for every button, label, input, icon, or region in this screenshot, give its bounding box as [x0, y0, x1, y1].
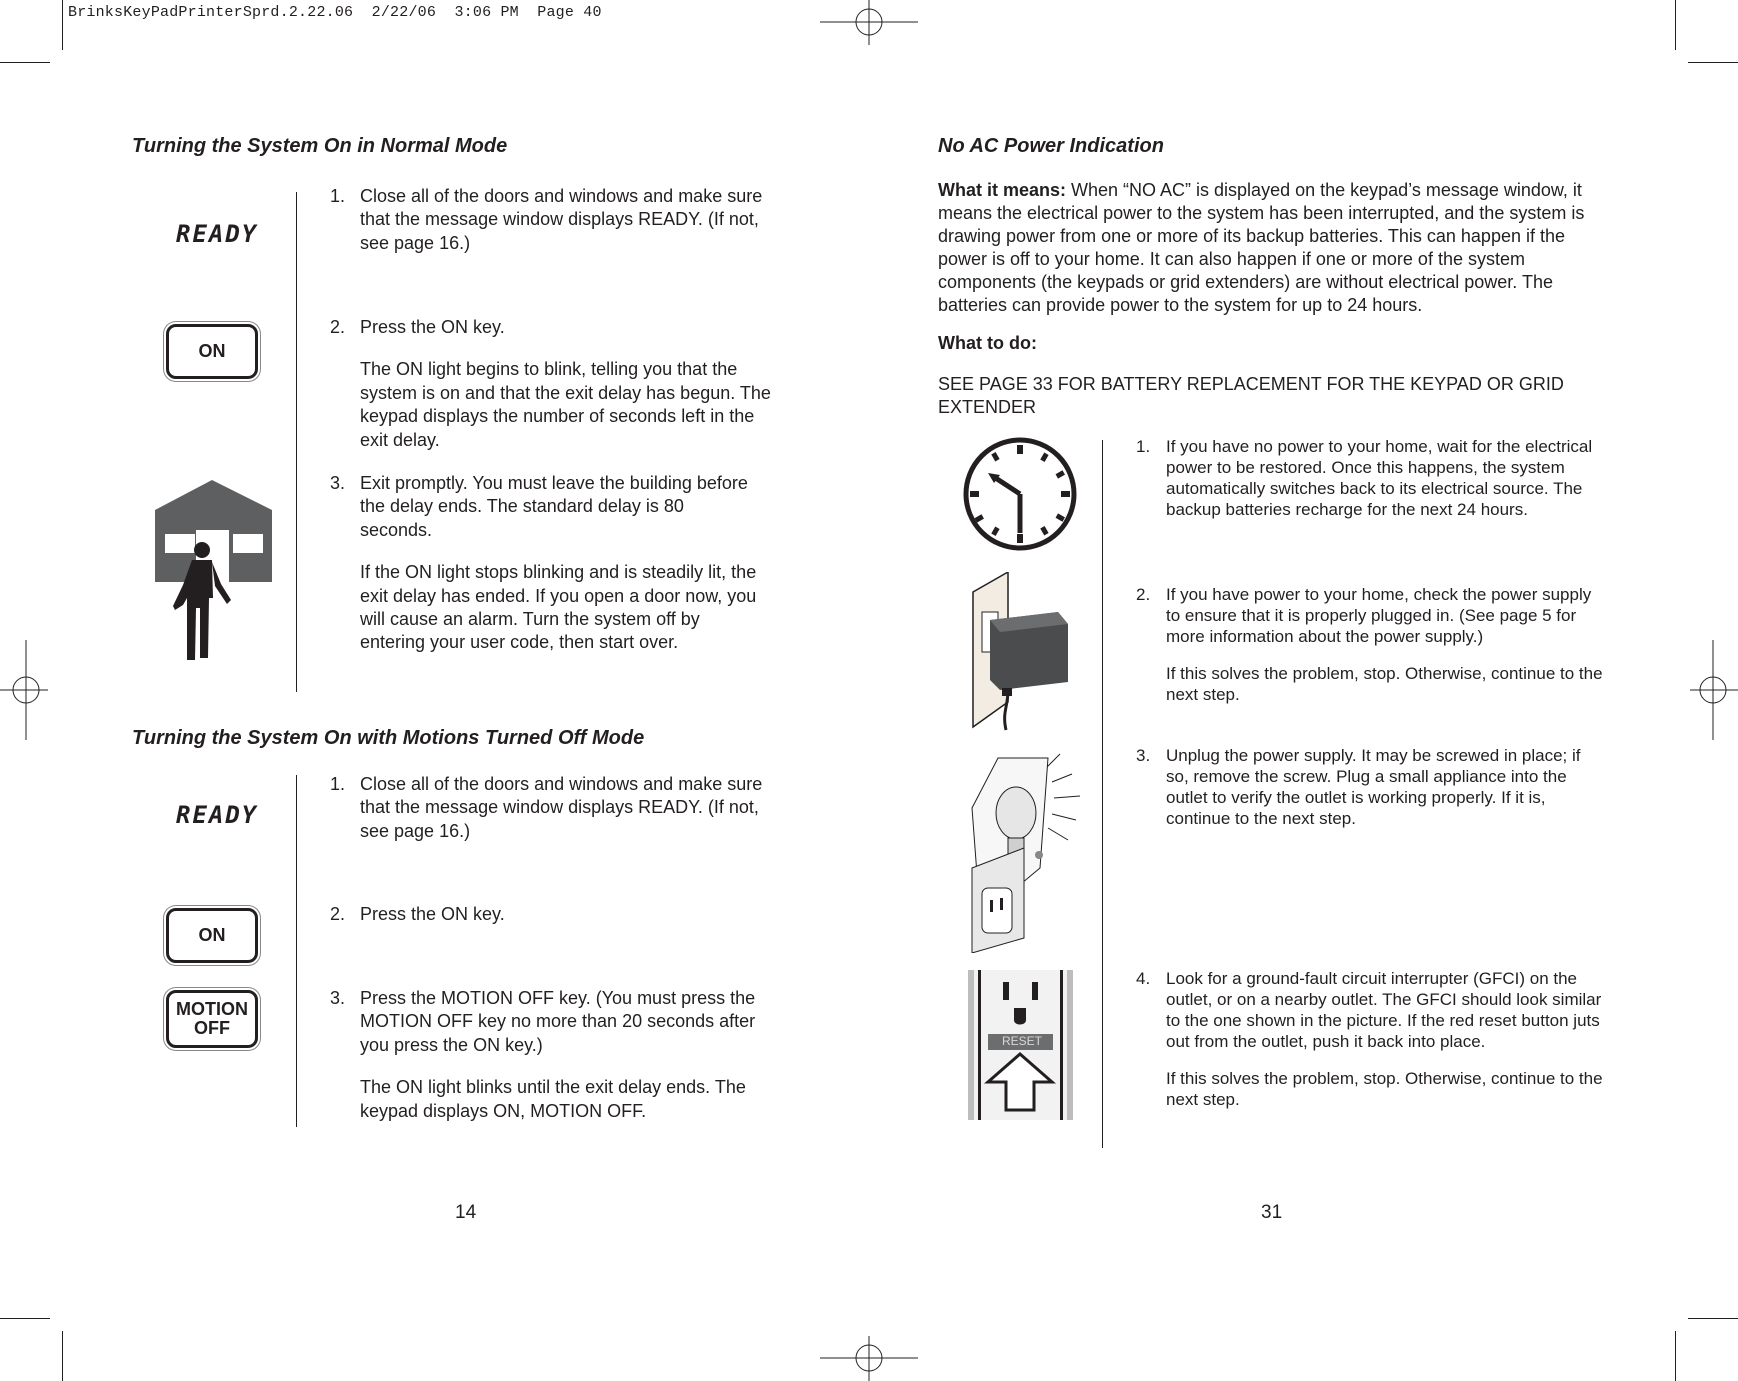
what-it-means-text: When “NO AC” is displayed on the keypad’s message window, it means the electrical power to the system has been interrupted, and the system is drawing power from one or more of its backup batteries. This can happen if the power is off to your home. It can also happen if one or more of the system components (the keypads or grid extenders) are without electrical power. The batteries can provide power to the system for up to 24 hours. — [938, 180, 1585, 315]
motion-key-line-2: OFF — [194, 1018, 230, 1038]
motion-step-1 — [330, 773, 780, 862]
page-number-left: 14 — [455, 1202, 477, 1223]
on-key-icon: ON — [166, 908, 258, 963]
step-number: 2. — [330, 904, 346, 924]
step-text: If you have power to your home, check the power supply to ensure that it is properly plugged in. (See page 5 for more information about the power supply.) — [1166, 585, 1592, 646]
normal-step-1 — [330, 185, 780, 274]
ready-display: READY — [176, 220, 259, 248]
step-number: 3. — [330, 988, 346, 1008]
battery-note: SEE PAGE 33 FOR BATTERY REPLACEMENT FOR THE KEYPAD OR GRID EXTENDER — [938, 374, 1564, 417]
step-text: Press the ON key. — [360, 317, 505, 337]
step-text: Unplug the power supply. It may be screwed in place; if so, remove the screw. Plug a small appliance into the outlet to verify the outlet is working properly. If it is, continue to the next step. — [1166, 746, 1581, 828]
what-it-means-label: What it means: — [938, 180, 1067, 200]
step-text: Press the ON key. — [360, 904, 505, 924]
step-text: If the ON light stops blinking and is steadily lit, the exit delay has ended. If you open a door now, you will cause an alarm. Turn the system off by entering your user code, then start over. — [360, 562, 757, 653]
what-to-do-label: What to do: — [938, 333, 1037, 353]
step-text: The ON light blinks until the exit delay ends. The keypad displays ON, MOTION OFF. — [360, 1077, 746, 1121]
step-text: If you have no power to your home, wait for the electrical power to be restored. Once this happens, the system automatically switches back to its electrical source. The backup batteries recharge for the next 24 hours. — [1166, 437, 1593, 519]
house-exit-icon — [155, 480, 275, 665]
step-text: Exit promptly. You must leave the building before the delay ends. The standard delay is 80 seconds. — [360, 473, 748, 540]
divider-line — [1102, 440, 1103, 1148]
step-text: If this solves the problem, stop. Otherwise, continue to the next step. — [1166, 664, 1603, 704]
ready-display: READY — [176, 801, 259, 829]
motion-step-2 — [330, 903, 780, 945]
motion-off-key-icon — [166, 990, 258, 1048]
ac-step-4 — [1136, 968, 1606, 1126]
normal-mode-heading: Turning the System On in Normal Mode — [132, 135, 508, 157]
lamp-outlet-icon — [968, 748, 1088, 953]
step-number: 4. — [1136, 969, 1151, 988]
ac-step-1 — [1136, 436, 1606, 536]
step-number: 2. — [1136, 585, 1151, 604]
step-text: Look for a ground-fault circuit interrupter (GFCI) on the outlet, or on a nearby outlet. The GFCI should look similar to the one shown in the picture. If the red reset button juts out from the outlet, push it back into place. — [1166, 969, 1602, 1051]
what-it-means-paragraph — [938, 179, 1608, 317]
ac-step-3 — [1136, 745, 1596, 845]
step-number: 1. — [330, 186, 346, 206]
step-number: 3. — [1136, 746, 1151, 765]
normal-step-3 — [330, 472, 760, 674]
step-number: 3. — [330, 473, 346, 493]
step-number: 1. — [1136, 437, 1151, 456]
step-text: Close all of the doors and windows and make sure that the message window displays READY. (If not, see page 16.) — [360, 774, 763, 841]
printer-slug: BrinksKeyPadPrinterSprd.2.22.06 2/22/06 3:06 PM Page 40 — [68, 4, 602, 21]
motion-step-3 — [330, 987, 760, 1142]
on-key-icon: ON — [166, 324, 258, 379]
ac-step-2 — [1136, 584, 1606, 721]
step-text: If this solves the problem, stop. Otherwise, continue to the next step. — [1166, 1069, 1603, 1109]
normal-step-2 — [330, 316, 780, 471]
divider-line — [296, 192, 297, 692]
clock-icon — [960, 437, 1080, 552]
power-supply-icon — [968, 572, 1078, 732]
step-text: Press the MOTION OFF key. (You must press the MOTION OFF key no more than 20 seconds after you press the ON key.) — [360, 988, 756, 1055]
no-ac-heading: No AC Power Indication — [938, 135, 1164, 157]
page-number-right: 31 — [1261, 1202, 1283, 1223]
step-number: 1. — [330, 774, 346, 794]
divider-line — [296, 775, 297, 1127]
step-text: Close all of the doors and windows and make sure that the message window displays READY. (If not, see page 16.) — [360, 186, 763, 253]
step-number: 2. — [330, 317, 346, 337]
motions-off-heading: Turning the System On with Motions Turned Off Mode — [132, 727, 645, 749]
motion-key-line-1: MOTION — [176, 999, 248, 1019]
reset-button-label: RESET — [1002, 1034, 1043, 1048]
step-text: The ON light begins to blink, telling you that the system is on and that the exit delay has begun. The keypad displays the number of seconds left in the exit delay. — [360, 359, 771, 450]
